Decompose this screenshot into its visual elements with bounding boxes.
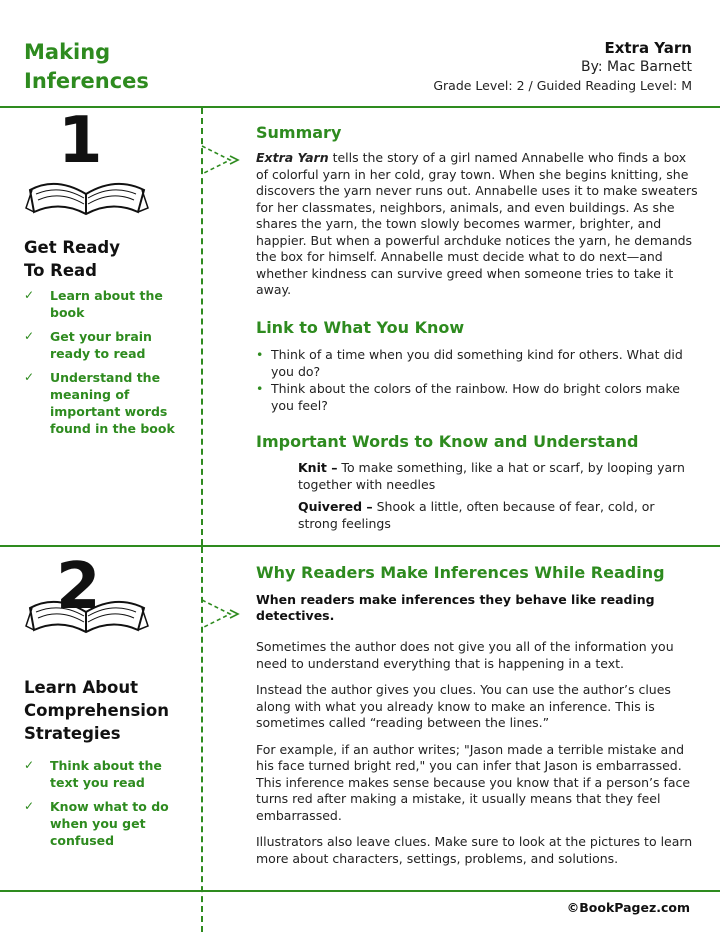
why-text — [256, 639, 700, 877]
words-heading: Important Words to Know and Understand — [256, 432, 639, 451]
list-item: ✓ Understand the meaning of important words found in the book — [24, 370, 175, 436]
list-item: • Think about the colors of the rainbow. How do bright colors make you feel? — [256, 381, 680, 413]
checkmark-icon: ✓ — [24, 288, 35, 302]
grade-level: Grade Level: 2 / Guided Reading Level: M — [433, 78, 692, 93]
link-heading: Link to What You Know — [256, 318, 465, 337]
step-number: 1 — [58, 104, 103, 178]
summary-text: Extra Yarn tells the story of a girl named Annabelle who finds a box of colorful yarn in her cold, gray town. When she begins knitting, she discovers the yarn never runs out. Annabelle uses it to make sweaters for her classmates, neighbors, animals, and even buildings. As she shares the yarn, the town slowly becomes warmer, brighter, and happier. But when a powerful archduke notices the yarn, he demands the box for himself. Annabelle must decide what to do next—and whether kindness can survive greed when someone tries to take it away. — [256, 150, 698, 297]
header-divider — [0, 106, 720, 108]
link-list — [256, 347, 700, 415]
step2-heading: Learn About Comprehension Strategies — [24, 678, 170, 743]
list-item: ✓ Know what to do when you get confused — [24, 799, 169, 848]
step2-checklist — [24, 757, 194, 856]
checkmark-icon: ✓ — [24, 370, 35, 384]
why-heading: Why Readers Make Inferences While Reading — [256, 563, 665, 582]
step1-checklist — [24, 287, 194, 444]
why-lead: When readers make inferences they behave like reading detectives. — [256, 592, 655, 623]
page-title: Making Inferences — [24, 40, 149, 93]
dashed-arrow-icon — [200, 594, 244, 638]
paragraph: Sometimes the author does not give you all of the information you need to understand everything that is happening in a text. — [256, 639, 674, 671]
vocabulary-item: Knit – To make something, like a hat or scarf, by looping yarn together with needles — [298, 460, 685, 492]
footer-divider — [0, 890, 720, 892]
summary-heading: Summary — [256, 123, 342, 142]
vocabulary-item: Quivered – Shook a little, often because of fear, cold, or strong feelings — [298, 499, 655, 531]
list-item: ✓ Get your brain ready to read — [24, 329, 152, 361]
book-author: By: Mac Barnett — [580, 59, 692, 75]
checkmark-icon: ✓ — [24, 799, 35, 813]
step-number: 2 — [56, 550, 101, 624]
list-item: • Think of a time when you did something kind for others. What did you do? — [256, 347, 683, 379]
section-divider — [0, 545, 720, 547]
paragraph: For example, if an author writes; "Jason made a terrible mistake and his face turned bright red," you can infer that Jason is embarrassed. This inference makes sense because you know that if a person’s face turns red after making a mistake, it usually means that they feel embarrassed. — [256, 741, 691, 823]
summary-book-title: Extra Yarn — [256, 150, 329, 165]
checkmark-icon: ✓ — [24, 758, 35, 772]
list-item: ✓ Learn about the book — [24, 288, 163, 320]
copyright: ©BookPagez.com — [566, 900, 690, 915]
paragraph: Instead the author gives you clues. You can use the author’s clues along with what you already know to make an inference. This is sometimes called “reading between the lines.” — [256, 682, 671, 730]
paragraph: Illustrators also leave clues. Make sure to look at the pictures to learn more about characters, settings, problems, and solutions. — [256, 834, 693, 866]
vocabulary-list — [298, 460, 698, 538]
book-info — [433, 38, 692, 95]
book-title: Extra Yarn — [604, 39, 692, 57]
list-item: ✓ Think about the text you read — [24, 758, 162, 790]
step1-heading: Get Ready To Read — [24, 238, 120, 280]
checkmark-icon: ✓ — [24, 329, 35, 343]
dashed-arrow-icon — [200, 140, 244, 184]
